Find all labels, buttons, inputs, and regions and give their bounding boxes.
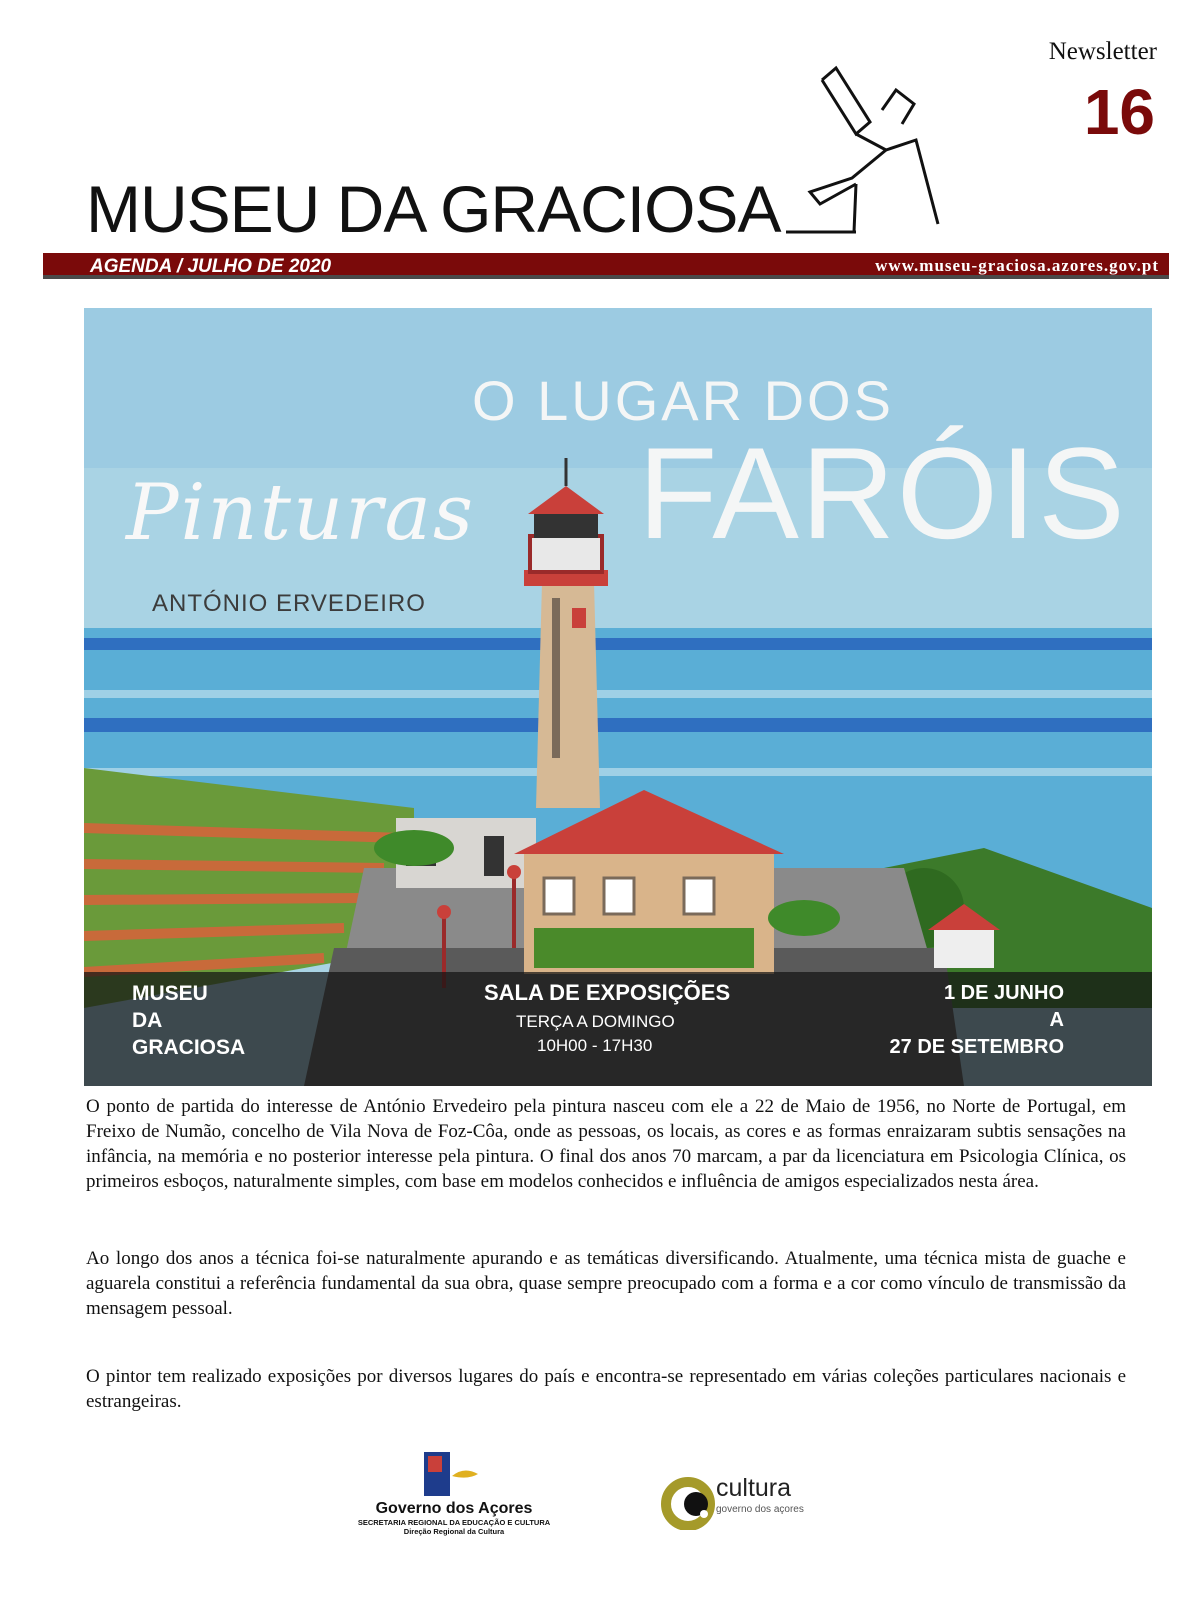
agenda-label: AGENDA / JULHO DE 2020 xyxy=(90,256,332,277)
poster-days: TERÇA A DOMINGO xyxy=(516,1012,675,1031)
cultura-sub: governo dos açores xyxy=(716,1504,804,1515)
governo-acores-logo xyxy=(338,1452,570,1572)
poster-museum-line: GRACIOSA xyxy=(132,1036,246,1059)
poster-artist: ANTÓNIO ERVEDEIRO xyxy=(152,590,426,617)
website-url[interactable]: www.museu-graciosa.azores.gov.pt xyxy=(875,256,1159,275)
poster-museum-line: MUSEU xyxy=(132,982,208,1005)
poster-footer-bar xyxy=(84,972,1152,1086)
poster-title-line1: O LUGAR DOS xyxy=(472,369,894,432)
cultura-logo xyxy=(660,1474,830,1534)
poster-hours: 10H00 - 17H30 xyxy=(537,1036,653,1055)
poster-dates xyxy=(890,980,1064,1061)
gov-name: Governo dos Açores xyxy=(375,1500,533,1517)
body-paragraph-3: O pintor tem realizado exposições por diversos lugares do país e encontra-se representado em várias coleções particulares nacionais e estrangeiras. xyxy=(86,1366,1126,1412)
poster-date-line: 1 DE JUNHO xyxy=(943,982,1064,1004)
poster-room: SALA DE EXPOSIÇÕES xyxy=(484,980,731,1005)
poster-museum-name xyxy=(132,980,245,1061)
gov-secretaria: SECRETARIA REGIONAL DA EDUCAÇÃO E CULTURA xyxy=(357,1518,551,1527)
poster-title-line2: FARÓIS xyxy=(638,420,1127,566)
body-paragraph-1: O ponto de partida do interesse de António Ervedeiro pela pintura nasceu com ele a 22 de Maio de 1956, no Norte de Portugal, em Freixo de Numão, concelho de Vila Nova de Foz-Côa, onde as pessoas, os locais, as cores e as formas enraizaram subtis sensações na infância, na memória e no posterior interesse pela pintura. O final dos anos 70 marcam, a par da licenciatura em Psicologia Clínica, os primeiros esboços, naturalmente simples, com base em modelos conhecidos e influência de amigos especializados nesta área. xyxy=(86,1096,1126,1192)
gov-direcao: Direção Regional da Cultura xyxy=(403,1527,505,1536)
poster-museum-line: DA xyxy=(132,1009,163,1032)
windmill-icon xyxy=(786,60,966,240)
azores-flag-icon xyxy=(424,1452,484,1496)
museum-title: MUSEU DA GRACIOSA xyxy=(86,172,781,246)
newsletter-number: 16 xyxy=(1083,76,1155,148)
poster-date-line: 27 DE SETEMBRO xyxy=(889,1036,1064,1058)
exhibition-poster xyxy=(84,308,1152,1086)
poster-script-word: Pinturas xyxy=(126,468,476,558)
cultura-word: cultura xyxy=(716,1474,792,1502)
body-paragraph-2: Ao longo dos anos a técnica foi-se naturalmente apurando e as temáticas diversificando. Atualmente, uma técnica mista de guache e aguarela constitui a referência fundamental da sua obra, quase sempre preocupado com a forma e a cor como vínculo de transmissão da mensagem pessoal. xyxy=(86,1248,1126,1319)
newsletter-label: Newsletter xyxy=(1048,38,1157,65)
cultura-mark-icon xyxy=(660,1474,716,1530)
poster-date-line: A xyxy=(1049,1009,1064,1031)
